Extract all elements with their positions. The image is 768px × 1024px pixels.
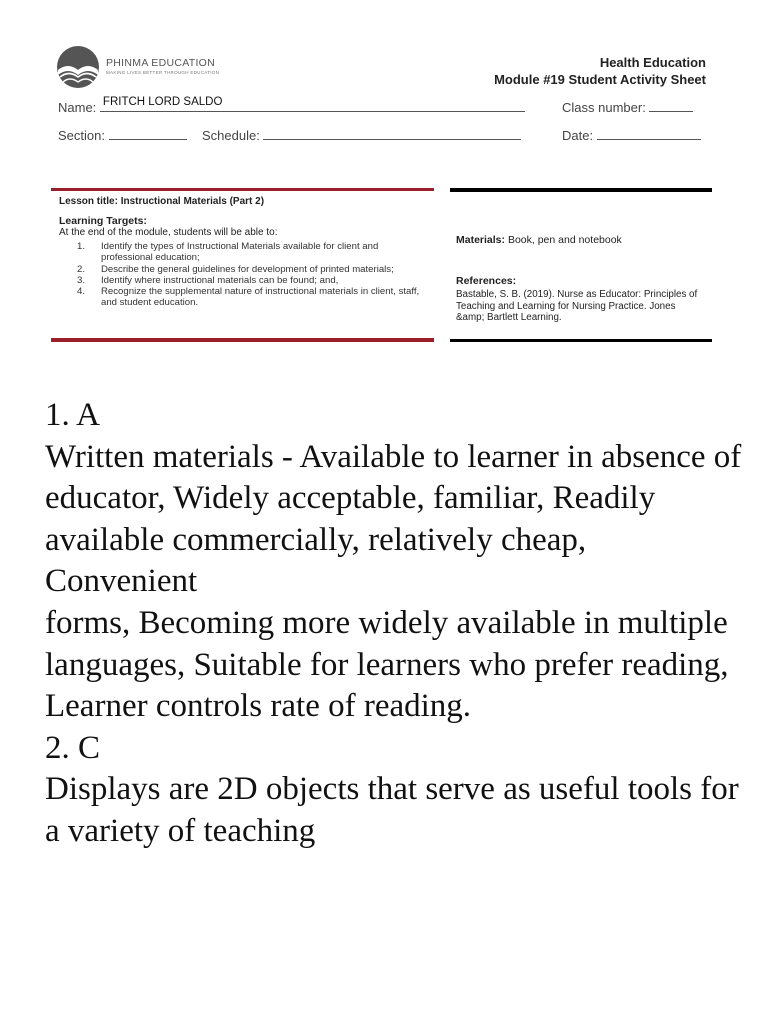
name-label: Name:	[58, 100, 97, 115]
answer-text: Displays are 2D objects that serve as useful tools for a variety of teaching	[45, 771, 739, 849]
references-text: Bastable, S. B. (2019). Nurse as Educator: Principles of Teaching and Learning for Nursing Practice. Jones &amp; Bartlett Learning.	[456, 289, 698, 324]
section-row	[58, 127, 187, 143]
org-tagline: MAKING LIVES BETTER THROUGH EDUCATION	[106, 70, 220, 75]
list-item	[77, 275, 432, 286]
class-number-label: Class number:	[562, 100, 646, 115]
lesson-title-value: Instructional Materials (Part 2)	[120, 196, 265, 207]
section-field[interactable]	[109, 127, 187, 140]
name-field[interactable]	[100, 96, 525, 112]
materials-box	[450, 188, 712, 342]
date-field[interactable]	[597, 127, 701, 140]
answer-number: 1. A	[45, 397, 101, 433]
date-row	[562, 127, 701, 143]
name-field-row	[58, 96, 525, 115]
answer-number: 2. C	[45, 729, 101, 766]
schedule-field[interactable]	[263, 127, 521, 140]
date-label: Date:	[562, 128, 594, 143]
target-number: 4.	[77, 286, 86, 298]
target-text: Recognize the supplemental nature of instructional materials in client, staff, and student education.	[101, 286, 420, 309]
lesson-bottom-rule	[51, 338, 434, 342]
module-title: Module #19 Student Activity Sheet	[494, 72, 706, 87]
course-title: Health Education	[599, 55, 706, 70]
phinma-logo	[54, 44, 254, 94]
book-emblem-icon	[54, 44, 104, 94]
lesson-box	[51, 188, 434, 342]
materials-line	[456, 234, 622, 246]
class-number-row	[562, 99, 693, 115]
answers-section	[45, 395, 745, 853]
schedule-label: Schedule:	[202, 128, 260, 143]
target-text: Describe the general guidelines for development of printed materials;	[101, 263, 394, 275]
lesson-title-label: Lesson title:	[59, 196, 118, 207]
references-heading: References:	[456, 275, 517, 287]
learning-targets-intro: At the end of the module, students will be able to:	[59, 227, 278, 238]
lesson-title	[59, 196, 264, 207]
materials-value: Book, pen and notebook	[507, 234, 622, 246]
list-item	[77, 286, 432, 309]
list-item	[77, 264, 432, 275]
module-header	[494, 54, 706, 88]
class-number-field[interactable]	[649, 99, 693, 112]
answer-text: forms, Becoming more widely available in multiple languages, Suitable for learners who prefer reading, Learner controls rate of reading.	[45, 604, 729, 725]
schedule-row	[202, 127, 521, 143]
target-number: 1.	[77, 241, 86, 252]
lesson-top-rule	[51, 188, 434, 191]
answer-text: Written materials - Available to learner in absence of educator, Widely acceptable, familiar, Readily available commercially, relatively cheap, Convenient	[45, 438, 742, 600]
name-value: FRITCH LORD SALDO	[102, 96, 223, 108]
materials-top-rule	[450, 188, 712, 192]
target-text: Identify where instructional materials can be found; and,	[101, 274, 339, 286]
org-name: PHINMA EDUCATION	[106, 57, 216, 69]
list-item	[77, 241, 432, 264]
materials-bottom-rule	[450, 339, 712, 342]
section-label: Section:	[58, 128, 105, 143]
target-number: 2.	[77, 263, 86, 275]
materials-label: Materials:	[456, 234, 506, 246]
learning-targets-list	[77, 241, 432, 309]
target-number: 3.	[77, 274, 86, 286]
learning-targets-heading: Learning Targets:	[59, 215, 147, 227]
target-text: Identify the types of Instructional Materials available for client and professional education;	[101, 241, 379, 264]
